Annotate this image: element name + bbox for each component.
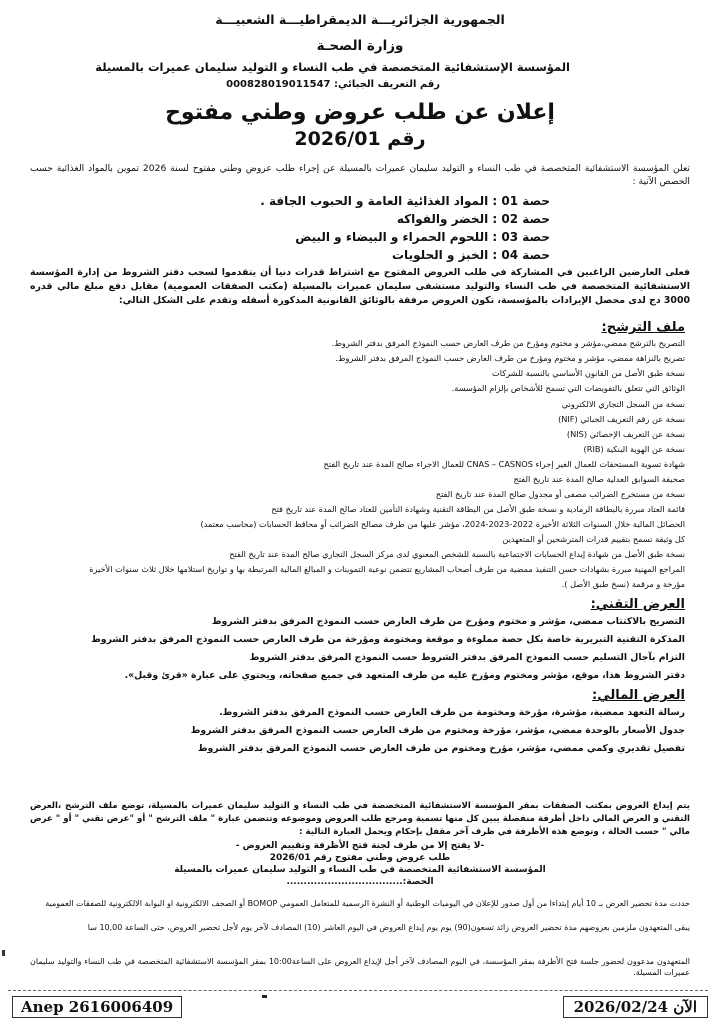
lot-item: حصة 01 : المواد الغذائية العامة و الحبوب الجافة . bbox=[260, 194, 550, 208]
envelope-line: -لا يفتح إلا من طرف لجنة فتح الأظرفة وتقييم العروض - bbox=[235, 841, 485, 851]
republic-header: الجمهورية الجزائريـــة الديمقراطيـــة الشعبيـــة bbox=[215, 12, 505, 27]
envelope-label-block bbox=[0, 840, 720, 888]
envelope-line: طلب عروض وطني مفتوح رقم 2026/01 bbox=[269, 853, 451, 863]
candidature-item: نسخة من مستخرج الضرائب مصفى أو مجدول صالح المدة عند تاريخ الفتح bbox=[435, 489, 685, 499]
lot-item: حصة 04 : الخبز و الحلويات bbox=[392, 248, 550, 262]
closing-paragraph: المتعهدون مدعوون لحضور جلسة فتح الأظرفة بمقر المؤسسة، في اليوم المصادف لآخر أجل لإيداع العروض على الساعة10:00 بمقر المؤسسة الاستشفائية المتخصصة في طب النساء والتوليد سليمان عميرات المسيلة. bbox=[30, 957, 690, 977]
candidature-item: نسخة عن الهوية البنكية (RIB) bbox=[583, 444, 685, 454]
candidature-item: تصريح بالنزاهة ممضي، مؤشر و مختوم ومؤرخ من طرف العارض حسب النموذج المرفق بدفتر الشروط. bbox=[335, 353, 685, 363]
scan-mark bbox=[262, 995, 267, 998]
candidature-item: نسخة طبق الأصل من شهادة إيداع الحسابات الاجتماعية بالنسبة للشخص المعنوي لدى مركز السجل التجاري صالح المدة عند تاريخ الفتح bbox=[229, 549, 685, 559]
candidature-item: صحيفة السوابق العدلية صالح المدة عند تاريخ الفتح bbox=[513, 474, 685, 484]
envelope-line: الحصة:.................................. bbox=[286, 877, 434, 887]
financial-item: تفصيل تقديري وكمي ممضي، مؤشر، مؤرخ ومختوم من طرف العارض حسب النموذج المرفق بدفتر الشروط bbox=[197, 743, 685, 754]
submission-paragraph: يتم إيداع العروض بمكتب الصفقات بمقر المؤسسة الاستشفائية المتخصصة في طب النساء و التوليد سليمان عميرات بالمسيلة، توضع ملف الترشح ،العرض التقني و العرض المالي داخل أظرفة منفصلة يبين كل منها تسمية ومرجع طلب العروض وموضوعه وتتضمن عبارة " ملف الترشح " أو "عرض تقني " أو " عرض مالي " حسب الحالة ، وتوضع هذه الأظرفة في ظرف آخر مقفل بإحكام ويحمل العبارة التالية : bbox=[30, 801, 690, 837]
tax-id: رقم التعريف الجبائي: 000828019011547 bbox=[226, 79, 440, 90]
lot-item: حصة 02 : الخضر والفواكه bbox=[396, 212, 550, 226]
candidature-item: قائمة العتاد مبررة بالبطاقة الرمادية و نسخة طبق الأصل من البطاقة التقنية وشهادة التأمين للعتاد صالح المدة عند تاريخ فتح bbox=[271, 504, 685, 514]
ministry-header: وزارة الصحـة bbox=[316, 38, 404, 54]
scan-mark bbox=[2, 950, 5, 956]
candidature-item: كل وثيقة تسمح بتقييم قدرات المترشحين أو المتعهدين bbox=[502, 534, 685, 544]
closing-paragraph: حددت مدة تحضير العرض بـ 10 أيام إبتداءا من أول صدور للإعلان في اليوميات الوطنية أو النشرة الرسمية للمتعامل العمومي BOMOP أو الصحف الالكترونية او البوابة الالكترونية للصفقات العمومية bbox=[45, 899, 690, 908]
candidature-item: نسخة عن التعريف الإحصائي (NIS) bbox=[566, 429, 685, 439]
anep-reference: Anep 2616006409 bbox=[12, 996, 182, 1018]
candidature-item: شهادة تسوية المستحقات للعمال الغير إجراء CNAS – CASNOS للعمال الاجراء صالح المدة عند تاريخ الفتح bbox=[323, 459, 685, 469]
envelope-line: المؤسسة الاستشفائية المتخصصة في طب النساء و التوليد سليمان عميرات بالمسيلة bbox=[174, 865, 546, 875]
institution-header: المؤسسة الإستشفائية المتخصصة في طب النساء و التوليد سليمان عميرات بالمسيلة bbox=[95, 60, 570, 74]
conditions-paragraph: فعلى العارضين الراغبين في المشاركة في طلب العروض المفتوح مع اشتراط قدرات دنيا أن يتقدموا لسحب دفتر الشروط من إدارة المؤسسة الاستشفائية المتخصصة في طب النساء والتوليد مستشفى سليمان عميرات بالمسيلة (مكتب الصفقات العمومية) مقابل دفع مبلغ مالي قدره 3000 دج لدى محصل الإيرادات بالمؤسسة، تكون العروض مرفقة بالوثائق القانونية المذكورة أسفله وتقدم على الشكل التالي: bbox=[30, 267, 690, 306]
financial-item: رسالة التعهد ممضية، مؤشرة، مؤرخة ومختومة من طرف العارض حسب النموذج المرفق بدفتر الشروط. bbox=[219, 707, 685, 718]
technical-item: دفتر الشروط هذا، موقع، مؤشر ومختوم ومؤرخ عليه من طرف المتعهد في جميع صفحاته، ويحتوي على عبارة «قرئ وقبل». bbox=[124, 670, 685, 681]
lot-item: حصة 03 : اللحوم الحمراء و البيضاء و البيض bbox=[295, 230, 550, 244]
notice-title: إعلان عن طلب عروض وطني مفتوح bbox=[165, 100, 555, 125]
technical-heading: العرض التقني: bbox=[590, 597, 685, 612]
candidature-item: الحصائل المالية خلال السنوات الثلاثة الأخيرة 2022-2023-2024، مؤشر عليها من طرف مصالح الضرائب أو محافظ الحسابات (محاسب معتمد) bbox=[200, 519, 685, 529]
candidature-item: الوثائق التي تتعلق بالتفويضات التي تسمح للأشخاص بإلزام المؤسسة. bbox=[451, 383, 685, 393]
candidature-item: التصريح بالترشح ممضي،مؤشر و مختوم ومؤرخ من طرف العارض حسب النموذج المرفق بدفتر الشروط. bbox=[331, 338, 685, 348]
technical-item: التزام بآجال التسليم حسب النموذج المرفق بدفتر الشروط حسب النموذج المرفق بدفتر الشروط bbox=[249, 652, 685, 663]
candidature-heading: ملف الترشح: bbox=[601, 320, 685, 335]
publication-date: الآن 2026/02/24 bbox=[563, 996, 708, 1018]
technical-item: المذكرة التقنية التبريرية خاصة بكل حصة مملوءة و موقعة ومختومة ومؤرخة من طرف العارض حسب النموذج المرفق بدفتر الشروط bbox=[91, 634, 685, 645]
intro-paragraph: تعلن المؤسسة الاستشفائية المتخصصة في طب النساء و التوليد سليمان عميرات بالمسيلة عن إجراء طلب عروض وطني مفتوح لسنة 2026 تموين بالمواد الغذائية حسب الحصص الآتية : bbox=[30, 163, 690, 187]
notice-number: رقم 2026/01 bbox=[294, 128, 426, 150]
candidature-item: المراجع المهنية مبررة بشهادات حسن التنفيذ ممضية من طرف أصحاب المشاريع تتضمن نوعية التموينات و المبالغ المالية المرتبطة بها و تواريخ استلامها خلال ثلاث سنوات الأخيرة bbox=[89, 564, 685, 574]
candidature-item: نسخة من السجل التجاري الالكتروني bbox=[561, 399, 685, 409]
technical-item: التصريح بالاكتتاب ممضي، مؤشر و مختوم ومؤرخ من طرف العارض حسب النموذج المرفق بدفتر الشروط bbox=[211, 616, 685, 627]
candidature-item: مؤرخة و مرقمة (نسخ طبق الأصل ). bbox=[561, 579, 685, 589]
candidature-item: نسخة طبق الأصل من القانون الأساسي بالنسبة للشركات bbox=[492, 368, 685, 378]
closing-paragraph: يبقى المتعهدون ملزمين بعروضهم مدة تحضير العروض زائد تسعون(90) يوم يوم إيداع العروض في اليوم العاشر (10) المصادف لآخر يوم لأجل تحضير العروض، حتى الساعة 10,00 سا bbox=[87, 923, 690, 932]
financial-heading: العرض المالي: bbox=[592, 688, 685, 703]
candidature-item: نسخة عن رقم التعريف الجبائي (NIF) bbox=[558, 414, 685, 424]
financial-item: جدول الأسعار بالوحدة ممضي، مؤشر، مؤرخة ومختوم من طرف العارض حسب النموذج المرفق بدفتر الشروط bbox=[190, 725, 685, 736]
